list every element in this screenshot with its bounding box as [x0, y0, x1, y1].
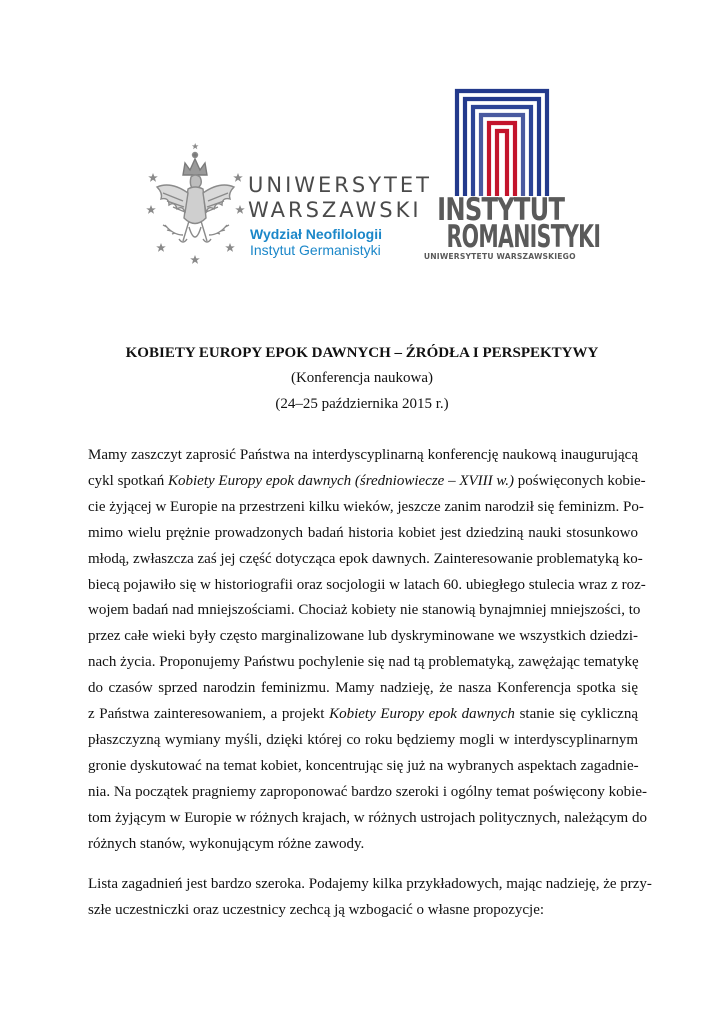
university-name-line2: WARSZAWSKI [248, 198, 422, 222]
paragraph-line: szłe uczestniczki oraz uczestnicy zechcą ją wzbogacić o własne propozycje: [88, 901, 545, 918]
document-subtitle: (Konferencja naukowa) [290, 370, 433, 386]
paragraph-line: nach życia. Proponujemy Państwu pochylenie się nad tą problematyką, zawężając tematykę [88, 654, 639, 671]
paragraph-line: z Państwa zainteresowaniem, a projekt Kobiety Europy epok dawnych stanie się cykliczną [88, 706, 638, 723]
paragraph-line: do czasów sprzed narodzin feminizmu. Mamy nadzieję, że nasza Konferencja spotka się [88, 680, 638, 697]
paragraph-invitation [88, 443, 647, 858]
institute-logo-line3: UNIWERSYTETU WARSZAWSKIEGO [423, 252, 576, 261]
paragraph-topics-intro [88, 872, 652, 924]
institute-logo-line1: INSTYTUT [437, 192, 565, 228]
paragraph-line: tom żyjącym w Europie w różnych krajach, w różnych ustrojach politycznych, należącym do [88, 809, 647, 826]
paragraph-line: różnych stanów, wykonującym różne zawody. [88, 835, 365, 852]
university-name-line1: UNIWERSYTET [248, 173, 432, 197]
paragraph-line: cykl spotkań Kobiety Europy epok dawnych (średniowiecze – XVIII w.) poświęconych kobie- [88, 472, 646, 489]
paragraph-line: Lista zagadnień jest bardzo szeroka. Podajemy kilka przykładowych, mając nadzieję, że przy- [88, 876, 652, 892]
university-logo [143, 143, 432, 268]
institute-name: Instytut Germanistyki [250, 242, 381, 258]
paragraph-line: biecą pojawiło się w historiografii oraz socjologii w latach 60. ubiegłego stulecia wraz z roz- [88, 576, 646, 593]
paragraph-line: młodą, zwłaszcza zaś jej część dotycząca epok dawnych. Zainteresowanie problematyką ko- [88, 550, 643, 567]
paragraph-line: płaszczyzną wymiany myśli, dzięki której co roku będziemy mogli w interdyscyplinarnym [88, 731, 638, 748]
institute-logo-line2: ROMANISTYKI [446, 219, 601, 255]
italic-title: Kobiety Europy epok dawnych [329, 706, 515, 723]
institute-logo [420, 88, 601, 268]
paragraph-line: nia. Na początek pragniemy zaproponować bardzo szeroki i ogólny temat poświęcony kobie- [88, 783, 647, 800]
document-date: (24–25 października 2015 r.) [275, 396, 449, 412]
paragraph-line: gronie dyskutować na temat kobiet, koncentrując się już na wybranych aspektach zagadnie- [88, 757, 639, 774]
document-title: KOBIETY EUROPY EPOK DAWNYCH – ŹRÓDŁA I PERSPEKTYWY [125, 345, 599, 361]
italic-title: Kobiety Europy epok dawnych (średniowiecze – XVIII w.) [168, 472, 515, 489]
faculty-name: Wydział Neofilologii [250, 226, 382, 242]
paragraph-line: mimo wielu prężnie prowadzonych badań historia kobiet jest dziedziną nauki stosunkowo [88, 524, 638, 541]
paragraph-line: cie żyjącej w Europie na przestrzeni kilku wieków, jeszcze zanim narodził się feminizm. Po- [88, 498, 644, 515]
paragraph-line: wojem badań nad mniejszościami. Chociaż kobiety nie stanowią bynajmniej mniejszości, to [88, 602, 641, 619]
arches-emblem-icon [454, 88, 550, 196]
paragraph-line: przez całe wieki były często marginalizowane lub dyskryminowane we wszystkich dziedzi- [88, 628, 638, 645]
paragraph-line: Mamy zaszczyt zaprosić Państwa na interdyscyplinarną konferencję naukową inaugurującą [88, 447, 638, 463]
eagle-emblem-icon [143, 143, 248, 268]
